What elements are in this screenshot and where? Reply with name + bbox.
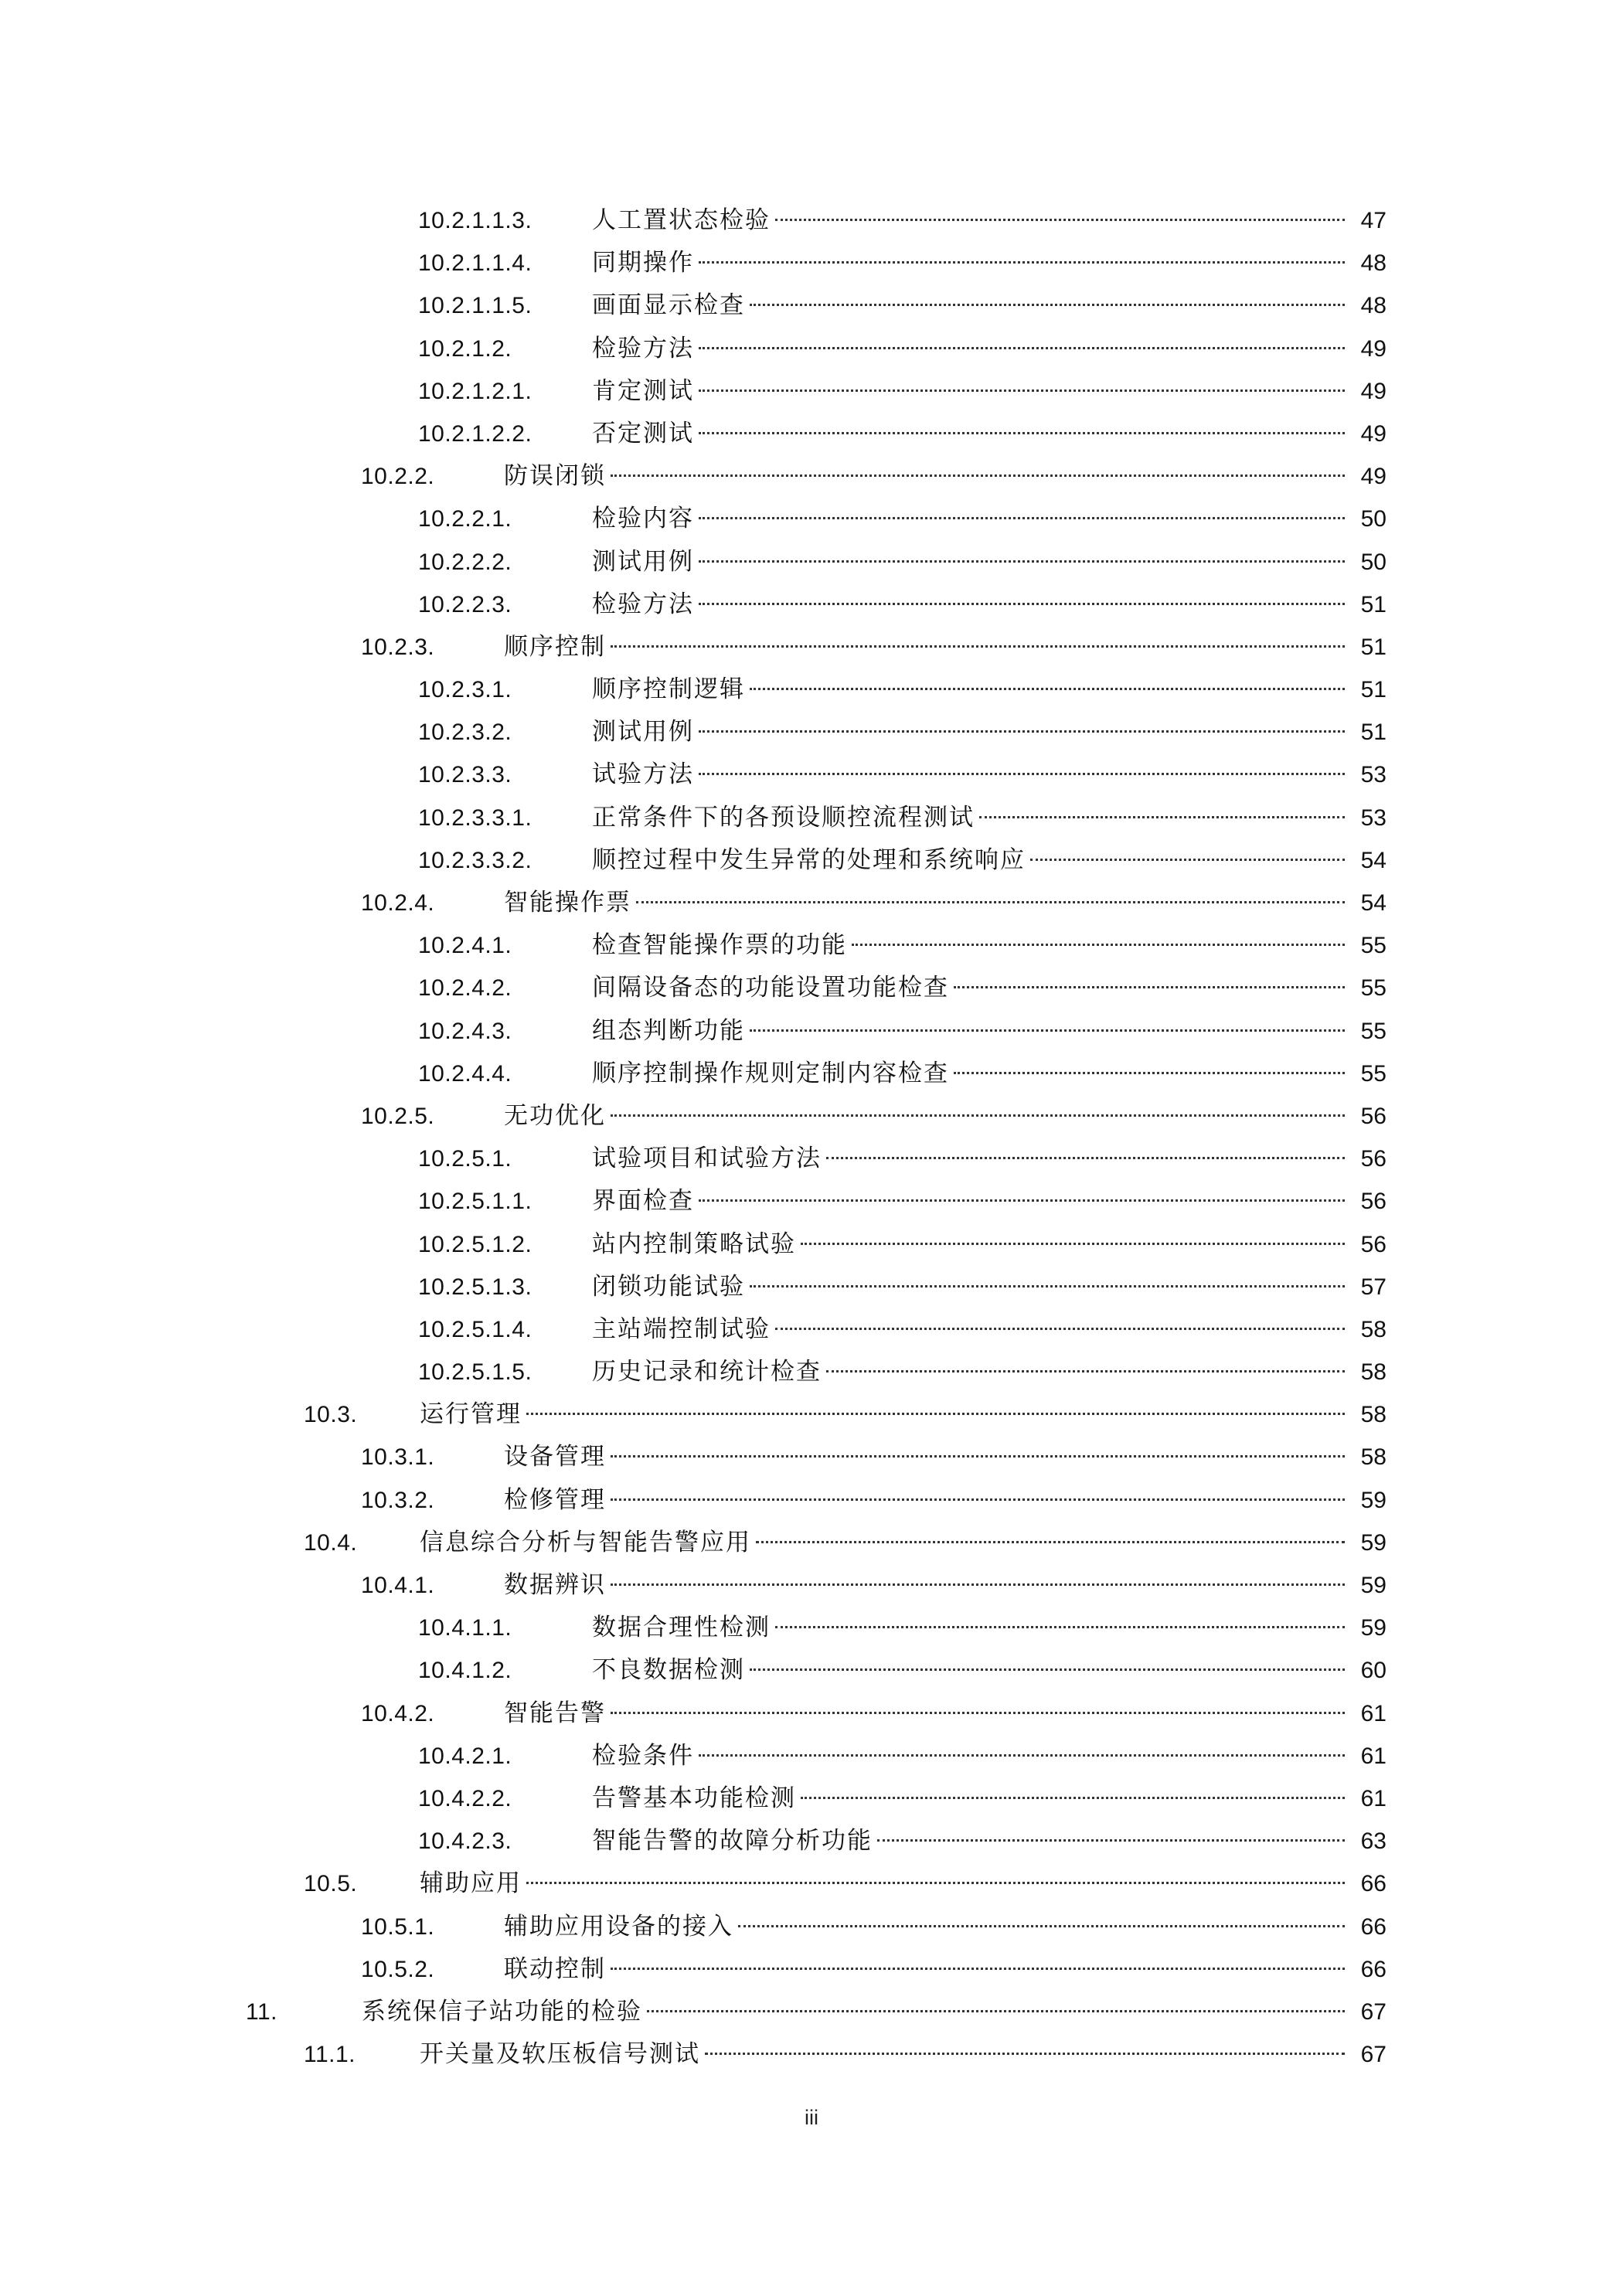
toc-entry-title: 正常条件下的各预设顺控流程测试: [592, 803, 975, 832]
toc-entry-page: 51: [1360, 677, 1387, 703]
toc-entry-number: 10.2.1.1.3.: [418, 208, 532, 233]
toc-entry-title: 智能告警的故障分析功能: [592, 1827, 873, 1856]
toc-entry-title: 无功优化: [504, 1101, 606, 1130]
toc-entry-title: 检修管理: [504, 1485, 606, 1514]
toc-entry-page: 49: [1360, 420, 1387, 447]
toc-entry-number: 11.: [246, 1998, 277, 2025]
toc-entry-page: 58: [1360, 1444, 1387, 1471]
toc-entry-page: 48: [1360, 293, 1387, 319]
toc-entry[interactable]: [0, 413, 1623, 455]
toc-entry-number: 10.2.4.2.: [418, 975, 512, 1002]
toc-entry-page: 59: [1360, 1615, 1387, 1641]
toc-entry-title: 设备管理: [504, 1443, 606, 1471]
toc-entry-title: 防误闭锁: [504, 462, 606, 491]
toc-entry-page: 55: [1360, 1060, 1387, 1087]
toc-entry-page: 56: [1360, 1231, 1387, 1257]
toc-entry-number: 10.3.1.: [361, 1444, 435, 1471]
toc-entry-title: 不良数据检测: [592, 1656, 745, 1685]
toc-dot-leader: [826, 1157, 1345, 1159]
toc-entry-page: 54: [1360, 847, 1387, 873]
toc-entry-title: 顺序控制逻辑: [592, 675, 745, 704]
toc-dot-leader: [775, 1328, 1345, 1330]
toc-entry-page: 56: [1360, 1189, 1387, 1215]
toc-entry-number: 10.4.1.2.: [418, 1658, 512, 1684]
toc-dot-leader: [1030, 859, 1345, 861]
toc-entry-title: 测试用例: [592, 718, 694, 747]
toc-dot-leader: [699, 1199, 1345, 1202]
toc-entry-number: 10.5.: [304, 1871, 358, 1897]
toc-entry-title: 站内控制策略试验: [592, 1230, 796, 1258]
toc-entry-number: 10.4.2.: [361, 1700, 435, 1726]
toc-entry-page: 51: [1360, 634, 1387, 660]
table-of-contents: [0, 199, 1623, 2076]
toc-dot-leader: [611, 1114, 1345, 1117]
toc-entry-page: 53: [1360, 762, 1387, 788]
toc-entry-number: 10.2.2.3.: [418, 591, 512, 617]
toc-entry-title: 运行管理: [420, 1400, 522, 1429]
toc-entry-page: 59: [1360, 1573, 1387, 1598]
toc-entry[interactable]: [0, 1564, 1623, 1607]
toc-entry-number: 10.2.3.1.: [418, 677, 512, 703]
toc-entry-page: 61: [1360, 1700, 1387, 1726]
toc-dot-leader: [877, 1839, 1345, 1842]
toc-entry-number: 10.2.3.2.: [418, 719, 512, 746]
toc-dot-leader: [699, 773, 1345, 775]
toc-dot-leader: [801, 1797, 1345, 1799]
toc-entry[interactable]: [0, 1948, 1623, 1991]
toc-entry[interactable]: [0, 242, 1623, 284]
toc-dot-leader: [750, 688, 1345, 690]
toc-entry[interactable]: [0, 1393, 1623, 1436]
toc-entry-title: 组态判断功能: [592, 1016, 745, 1045]
toc-entry[interactable]: [0, 498, 1623, 540]
toc-entry-number: 10.4.1.1.: [418, 1615, 512, 1641]
toc-entry-title: 检验条件: [592, 1741, 694, 1770]
toc-entry[interactable]: [0, 1777, 1623, 1820]
toc-dot-leader: [611, 1455, 1345, 1458]
toc-entry[interactable]: [0, 967, 1623, 1009]
toc-dot-leader: [611, 475, 1345, 477]
toc-dot-leader: [954, 986, 1345, 988]
toc-entry-page: 49: [1360, 464, 1387, 490]
toc-dot-leader: [647, 2010, 1345, 2012]
toc-entry-title: 界面检查: [592, 1187, 694, 1216]
toc-dot-leader: [852, 944, 1345, 946]
toc-entry[interactable]: [0, 626, 1623, 668]
toc-entry[interactable]: [0, 1436, 1623, 1478]
toc-entry-title: 系统保信子站功能的检验: [362, 1997, 642, 2026]
toc-entry-title: 顺序控制操作规则定制内容检查: [592, 1059, 949, 1087]
toc-entry[interactable]: [0, 455, 1623, 498]
toc-dot-leader: [738, 1925, 1345, 1927]
toc-entry-page: 53: [1360, 804, 1387, 831]
toc-entry-number: 10.2.5.1.: [418, 1146, 512, 1172]
toc-entry-number: 10.2.4.: [361, 890, 435, 916]
toc-dot-leader: [611, 1712, 1345, 1714]
toc-entry-page: 67: [1360, 1998, 1387, 2025]
toc-entry[interactable]: [0, 1223, 1623, 1266]
toc-entry-title: 人工置状态检验: [592, 206, 771, 234]
toc-entry[interactable]: [0, 199, 1623, 242]
toc-entry-title: 智能告警: [504, 1699, 606, 1727]
toc-entry[interactable]: [0, 1649, 1623, 1692]
toc-dot-leader: [699, 560, 1345, 563]
toc-entry-title: 顺控过程中发生异常的处理和系统响应: [592, 845, 1026, 874]
toc-entry-title: 肯定测试: [592, 376, 694, 405]
toc-entry[interactable]: [0, 1991, 1623, 2033]
toc-entry-number: 10.2.2.: [361, 464, 435, 490]
toc-entry-title: 闭锁功能试验: [592, 1272, 745, 1301]
toc-entry-title: 检验方法: [592, 334, 694, 362]
toc-entry[interactable]: [0, 328, 1623, 370]
toc-entry[interactable]: [0, 1180, 1623, 1223]
toc-entry-title: 顺序控制: [504, 632, 606, 661]
toc-entry-title: 告警基本功能检测: [592, 1784, 796, 1812]
toc-entry-title: 智能操作票: [504, 889, 631, 917]
toc-entry-page: 50: [1360, 549, 1387, 575]
toc-entry-number: 10.2.4.1.: [418, 933, 512, 959]
toc-entry-title: 试验项目和试验方法: [592, 1145, 822, 1173]
toc-entry-page: 54: [1360, 890, 1387, 916]
toc-entry-page: 51: [1360, 719, 1387, 746]
toc-entry-title: 试验方法: [592, 760, 694, 789]
toc-entry-number: 10.4.: [304, 1529, 358, 1556]
toc-entry-number: 11.1.: [304, 2042, 356, 2068]
toc-entry-page: 49: [1360, 335, 1387, 362]
toc-dot-leader: [699, 432, 1345, 434]
toc-dot-leader: [775, 219, 1345, 221]
toc-dot-leader: [756, 1541, 1345, 1543]
toc-entry-title: 主站端控制试验: [592, 1315, 771, 1343]
toc-entry[interactable]: [0, 2033, 1623, 2076]
toc-entry[interactable]: [0, 1053, 1623, 1095]
toc-entry-page: 55: [1360, 1018, 1387, 1044]
toc-entry-page: 57: [1360, 1274, 1387, 1300]
toc-entry-number: 10.2.1.2.1.: [418, 378, 532, 404]
toc-entry-number: 10.2.5.1.1.: [418, 1189, 532, 1215]
toc-entry-title: 联动控制: [504, 1954, 606, 1983]
toc-entry-page: 67: [1360, 2042, 1387, 2068]
toc-entry-number: 10.2.5.: [361, 1103, 435, 1129]
toc-entry-number: 10.2.1.1.4.: [418, 250, 532, 277]
toc-dot-leader: [699, 603, 1345, 605]
toc-entry-number: 10.4.2.1.: [418, 1743, 512, 1769]
toc-entry-page: 51: [1360, 591, 1387, 617]
toc-entry-number: 10.2.5.1.2.: [418, 1231, 532, 1257]
toc-entry[interactable]: [0, 1479, 1623, 1522]
toc-entry-number: 10.2.5.1.5.: [418, 1359, 532, 1386]
toc-entry-number: 10.2.2.1.: [418, 506, 512, 532]
toc-entry[interactable]: [0, 1906, 1623, 1948]
toc-entry[interactable]: [0, 1266, 1623, 1308]
toc-entry-page: 56: [1360, 1146, 1387, 1172]
toc-entry-number: 10.4.2.3.: [418, 1828, 512, 1855]
toc-entry[interactable]: [0, 882, 1623, 924]
toc-entry-page: 58: [1360, 1402, 1387, 1428]
toc-entry-title: 检验内容: [592, 505, 694, 533]
toc-dot-leader: [705, 2053, 1345, 2055]
toc-entry-page: 66: [1360, 1913, 1387, 1940]
toc-dot-leader: [826, 1370, 1345, 1372]
toc-dot-leader: [636, 901, 1345, 903]
toc-dot-leader: [775, 1626, 1345, 1628]
toc-entry-title: 信息综合分析与智能告警应用: [420, 1528, 751, 1556]
toc-dot-leader: [699, 261, 1345, 264]
toc-entry-page: 56: [1360, 1103, 1387, 1129]
toc-entry[interactable]: [0, 1862, 1623, 1905]
toc-entry[interactable]: [0, 753, 1623, 796]
toc-entry-number: 10.5.1.: [361, 1913, 435, 1940]
toc-entry-page: 59: [1360, 1487, 1387, 1513]
toc-entry-number: 10.2.3.3.: [418, 762, 512, 788]
toc-entry-number: 10.4.2.2.: [418, 1785, 512, 1811]
toc-entry-page: 60: [1360, 1658, 1387, 1684]
toc-entry-page: 55: [1360, 933, 1387, 959]
toc-entry-number: 10.4.1.: [361, 1573, 435, 1598]
toc-entry-number: 10.2.3.3.2.: [418, 847, 532, 873]
toc-entry[interactable]: [0, 1010, 1623, 1053]
toc-entry[interactable]: [0, 839, 1623, 882]
toc-entry-page: 66: [1360, 1956, 1387, 1982]
toc-entry-number: 10.2.4.4.: [418, 1060, 512, 1087]
toc-entry-page: 58: [1360, 1359, 1387, 1386]
toc-dot-leader: [979, 816, 1345, 818]
toc-dot-leader: [954, 1072, 1345, 1074]
toc-entry-title: 画面显示检查: [592, 291, 745, 320]
toc-entry[interactable]: [0, 1351, 1623, 1393]
toc-entry-page: 47: [1360, 208, 1387, 233]
toc-entry-number: 10.2.5.1.3.: [418, 1274, 532, 1300]
toc-dot-leader: [699, 517, 1345, 519]
toc-entry-title: 辅助应用: [420, 1869, 522, 1898]
toc-entry-number: 10.2.1.2.: [418, 335, 512, 362]
toc-dot-leader: [699, 1754, 1345, 1757]
toc-entry-page: 66: [1360, 1871, 1387, 1897]
toc-entry-number: 10.2.5.1.4.: [418, 1316, 532, 1342]
toc-dot-leader: [699, 389, 1345, 392]
toc-entry[interactable]: [0, 284, 1623, 327]
toc-entry-number: 10.3.: [304, 1402, 358, 1428]
toc-entry-page: 59: [1360, 1529, 1387, 1556]
toc-dot-leader: [526, 1882, 1345, 1884]
toc-entry-title: 同期操作: [592, 249, 694, 277]
toc-entry-title: 间隔设备态的功能设置功能检查: [592, 974, 949, 1002]
toc-dot-leader: [699, 347, 1345, 349]
toc-entry-number: 10.2.4.3.: [418, 1018, 512, 1044]
toc-dot-leader: [750, 1029, 1345, 1032]
toc-entry-page: 50: [1360, 506, 1387, 532]
toc-entry-title: 开关量及软压板信号测试: [420, 2040, 700, 2069]
toc-entry-page: 61: [1360, 1743, 1387, 1769]
page-number: iii: [805, 2106, 818, 2129]
toc-entry-page: 49: [1360, 378, 1387, 404]
toc-entry[interactable]: [0, 797, 1623, 839]
toc-entry[interactable]: [0, 1735, 1623, 1777]
toc-dot-leader: [750, 304, 1345, 306]
toc-entry[interactable]: [0, 1308, 1623, 1351]
toc-entry-title: 历史记录和统计检查: [592, 1358, 822, 1386]
toc-entry[interactable]: [0, 370, 1623, 413]
toc-entry[interactable]: [0, 711, 1623, 753]
toc-entry-number: 10.2.3.3.1.: [418, 804, 532, 831]
toc-entry[interactable]: [0, 668, 1623, 711]
toc-entry-page: 61: [1360, 1785, 1387, 1811]
toc-entry-number: 10.3.2.: [361, 1487, 435, 1513]
toc-entry-title: 否定测试: [592, 419, 694, 447]
toc-entry-number: 10.2.1.2.2.: [418, 420, 532, 447]
toc-dot-leader: [611, 1968, 1345, 1970]
toc-entry-number: 10.2.2.2.: [418, 549, 512, 575]
toc-dot-leader: [801, 1243, 1345, 1245]
toc-entry[interactable]: [0, 541, 1623, 583]
toc-entry[interactable]: [0, 1095, 1623, 1138]
toc-entry-title: 数据辨识: [504, 1571, 606, 1599]
toc-entry-title: 检验方法: [592, 590, 694, 618]
toc-entry-page: 48: [1360, 250, 1387, 277]
toc-entry-page: 55: [1360, 975, 1387, 1002]
toc-entry[interactable]: [0, 1607, 1623, 1649]
toc-dot-leader: [611, 645, 1345, 648]
toc-entry-number: 10.2.1.1.5.: [418, 293, 532, 319]
toc-dot-leader: [750, 1668, 1345, 1671]
toc-entry-title: 辅助应用设备的接入: [504, 1912, 733, 1941]
toc-entry-number: 10.2.3.: [361, 634, 435, 660]
toc-entry[interactable]: [0, 1820, 1623, 1862]
toc-dot-leader: [699, 730, 1345, 733]
toc-entry-title: 测试用例: [592, 547, 694, 576]
toc-entry[interactable]: [0, 1692, 1623, 1735]
toc-dot-leader: [750, 1285, 1345, 1287]
toc-dot-leader: [611, 1498, 1345, 1501]
toc-entry[interactable]: [0, 583, 1623, 626]
toc-entry[interactable]: [0, 1138, 1623, 1180]
toc-entry-page: 58: [1360, 1316, 1387, 1342]
toc-entry-page: 63: [1360, 1828, 1387, 1855]
toc-entry-title: 数据合理性检测: [592, 1614, 771, 1642]
toc-dot-leader: [611, 1583, 1345, 1586]
toc-entry-number: 10.5.2.: [361, 1956, 435, 1982]
toc-dot-leader: [526, 1413, 1345, 1415]
toc-entry-title: 检查智能操作票的功能: [592, 931, 847, 960]
toc-entry[interactable]: [0, 924, 1623, 967]
toc-entry[interactable]: [0, 1522, 1623, 1564]
